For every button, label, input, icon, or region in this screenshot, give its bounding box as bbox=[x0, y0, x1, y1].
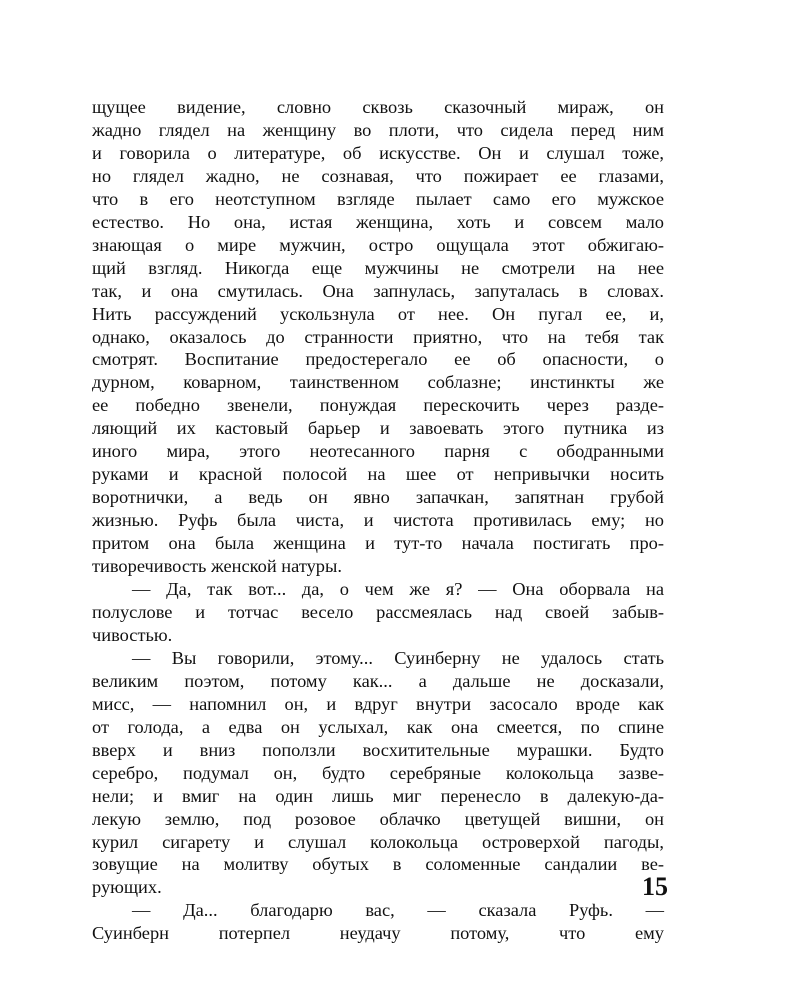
paragraph bbox=[92, 578, 664, 647]
text-line: щущее видение, словно сквозь сказочный мираж, он bbox=[92, 97, 664, 117]
text-line: что в его неотступном взгляде пылает само его мужское bbox=[92, 188, 664, 209]
text-line: серебро, подумал он, будто серебряные колокольца зазве- bbox=[92, 762, 664, 783]
text-line: мисс, — напомнил он, и вдруг внутри засосало вроде как bbox=[92, 693, 664, 714]
text-line: но глядел жадно, не сознавая, что пожирает ее глазами, bbox=[92, 165, 664, 186]
text-line: лекую землю, под розовое облачко цветущей вишни, он bbox=[92, 808, 664, 829]
text-line: жадно глядел на женщину во плоти, что сидела перед ним bbox=[92, 119, 664, 140]
paragraph bbox=[92, 96, 664, 578]
text-line: однако, оказалось до странности приятно, что на тебя так bbox=[92, 326, 664, 347]
paragraph bbox=[92, 647, 664, 899]
text-line: воротнички, а ведь он явно запачкан, запятнан грубой bbox=[92, 487, 664, 508]
text-line: — Да, так вот... да, о чем же я? — Она оборвала на bbox=[132, 579, 664, 600]
paragraph bbox=[92, 899, 664, 945]
text-line: чивостью. bbox=[92, 624, 173, 645]
page-number: 15 bbox=[642, 872, 668, 901]
text-line: притом она была женщина и тут-то начала постигать про- bbox=[92, 533, 664, 554]
text-line: ляющий их кастовый барьер и завоевать этого путника из bbox=[92, 418, 664, 439]
text-line: знающая о мире мужчин, остро ощущала этот обжигаю- bbox=[92, 234, 664, 255]
text-line: рующих. bbox=[92, 877, 162, 898]
text-line: вверх и вниз поползли восхитительные мурашки. Будто bbox=[92, 739, 664, 760]
text-line: иного мира, этого неотесанного парня с ободранными bbox=[92, 441, 664, 462]
text-line: жизнью. Руфь была чиста, и чистота противилась ему; но bbox=[92, 510, 664, 531]
text-line: руками и красной полосой на шее от непривычки носить bbox=[92, 464, 664, 485]
text-line: великим поэтом, потому как... а дальше не досказали, bbox=[92, 670, 664, 691]
text-line: так, и она смутилась. Она запнулась, запуталась в словах. bbox=[92, 280, 664, 301]
text-line: Нить рассуждений ускользнула от нее. Он пугал ее, и, bbox=[92, 303, 664, 324]
text-line: Суинберн потерпел неудачу потому, что ему bbox=[92, 923, 664, 944]
text-line: и говорила о литературе, об искусстве. Он и слушал тоже, bbox=[92, 142, 664, 163]
text-line: полуслове и тотчас весело рассмеялась над своей забыв- bbox=[92, 601, 664, 622]
text-line: тиворечивость женской натуры. bbox=[92, 556, 342, 577]
text-line: естество. Но она, истая женщина, хоть и совсем мало bbox=[92, 211, 664, 232]
text-line: — Вы говорили, этому... Суинберну не удалось стать bbox=[132, 647, 664, 668]
text-line: смотрят. Воспитание предостерегало ее об опасности, о bbox=[92, 349, 664, 370]
text-line: дурном, коварном, таинственном соблазне; инстинкты же bbox=[92, 372, 664, 393]
text-line: нели; и вмиг на один лишь миг перенесло в далекую-да- bbox=[92, 785, 664, 806]
text-line: ее победно звенели, понуждая перескочить через разде- bbox=[92, 395, 664, 416]
text-line: курил сигарету и слушал колокольца островерхой пагоды, bbox=[92, 831, 664, 852]
text-line: от голода, а едва он услыхал, как она смеется, по спине bbox=[92, 716, 664, 737]
text-line: — Да... благодарю вас, — сказала Руфь. — bbox=[132, 900, 664, 921]
body-text bbox=[92, 96, 664, 945]
text-line: щий взгляд. Никогда еще мужчины не смотрели на нее bbox=[92, 257, 664, 278]
text-line: зовущие на молитву обутых в соломенные сандалии ве- bbox=[92, 854, 664, 875]
